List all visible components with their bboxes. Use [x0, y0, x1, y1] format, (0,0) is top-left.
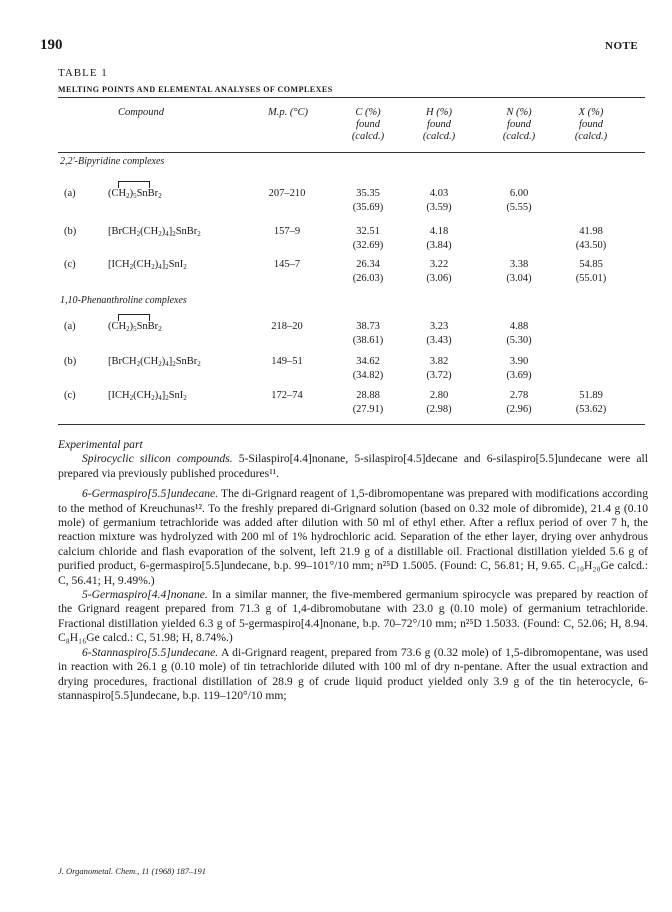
compound-formula: $[ICH_2(CH_2)_4]_2SnI_2$	[108, 259, 187, 271]
table-caption: MELTING POINTS AND ELEMENTAL ANALYSES OF COMPLEXES	[58, 85, 333, 94]
header-h-calcd: (calcd.)	[422, 131, 456, 142]
h-found: 3.23	[429, 321, 449, 332]
c-found: 35.35	[356, 188, 380, 199]
h-calcd: (2.98)	[426, 404, 452, 415]
n-calcd: (5.55)	[506, 202, 532, 213]
header-x-title: X (%)	[578, 107, 604, 118]
compound-formula: $(CH_2)_5SnBr_2$	[108, 321, 162, 333]
mp-value: 172–74	[271, 390, 303, 401]
header-n-found: found	[507, 119, 531, 130]
mp-value: 145–7	[273, 259, 301, 270]
x-found: 41.98	[579, 226, 603, 237]
n-calcd: (3.04)	[506, 273, 532, 284]
paragraph-heading: 6-Stannaspiro[5.5]undecane.	[82, 645, 219, 659]
header-x-calcd: (calcd.)	[574, 131, 608, 142]
header-x-found: found	[579, 119, 603, 130]
n-calcd: (3.69)	[506, 370, 532, 381]
table-top-rule	[58, 97, 645, 98]
c-calcd: (34.82)	[352, 370, 384, 381]
section-label: NOTE	[605, 40, 639, 52]
journal-footer: J. Organometal. Chem., 11 (1968) 187–191	[58, 866, 207, 876]
ring-bridge	[118, 181, 150, 188]
section-title-phenanthroline: 1,10-Phenanthroline complexes	[60, 295, 187, 306]
mp-value: 207–210	[268, 188, 306, 199]
paragraph-germaspiro-nonane	[58, 588, 648, 646]
h-found: 4.03	[429, 188, 449, 199]
c-found: 28.88	[356, 390, 380, 401]
paragraph-heading: 6-Germaspiro[5.5]undecane.	[82, 487, 219, 501]
c-calcd: (32.69)	[352, 240, 384, 251]
header-c-found: found	[356, 119, 380, 130]
h-calcd: (3.59)	[426, 202, 452, 213]
header-c-title: C (%)	[355, 107, 381, 118]
c-calcd: (38.61)	[352, 335, 384, 346]
header-c	[340, 107, 396, 143]
paragraph-text: 5-Silaspiro[4.4]nonane, 5-silaspiro[4.5]decane and 6-silaspiro[5.5]undecane were all prepared via previously published procedures¹¹.	[58, 452, 648, 480]
row-label: (b)	[64, 226, 77, 237]
page-number: 190	[40, 37, 63, 53]
x-calcd: (53.62)	[575, 404, 607, 415]
paragraph-heading: Spirocyclic silicon compounds.	[82, 452, 233, 466]
header-h-found: found	[427, 119, 451, 130]
x-found: 54.85	[579, 259, 603, 270]
h-calcd: (3.06)	[426, 273, 452, 284]
article-body	[58, 438, 648, 703]
x-calcd: (43.50)	[575, 240, 607, 251]
header-compound: Compound	[117, 107, 165, 118]
header-n	[491, 107, 547, 143]
experimental-heading: Experimental part	[58, 438, 143, 451]
mp-value: 218–20	[271, 321, 303, 332]
mp-value: 157–9	[273, 226, 301, 237]
c-found: 32.51	[356, 226, 380, 237]
table-bottom-rule	[58, 424, 645, 425]
paragraph-text: The di-Grignard reagent of 1,5-dibromopentane was prepared with modifications according to the method of Kreuchunas¹². To the freshly prepared di-Grignard solution (based on 0.32 mole of dibromide), 21.4 g (0.10 mole) of germanium tetrachloride was added after dilution with 50 ml of ethyl ether. After a reflux period of over 7 h, the reaction mixture was hydrolyzed with 200 ml of 1% hydrochloric acid. Separation of the ether layer, drying over anhydrous calcium chloride and flash evaporation of the solvent, left 21.9 g of a distillable oil. Fractional distillation yielded 5.6 g of purified product, 6-germaspiro[5.5]undecane, b.p. 99–101°/10 mm; n²⁵D 1.5005. (Found: C, 56.81; H, 9.65. C₁₀H₂₀Ge calcd.: C, 56.41; H, 9.49%.)	[58, 487, 648, 587]
header-n-title: N (%)	[506, 107, 532, 118]
header-h	[411, 107, 467, 143]
h-found: 3.22	[429, 259, 449, 270]
header-n-calcd: (calcd.)	[502, 131, 536, 142]
n-calcd: (5.30)	[506, 335, 532, 346]
table-header-rule	[58, 152, 645, 153]
ring-bridge	[118, 314, 150, 321]
h-found: 3.82	[429, 356, 449, 367]
row-label: (c)	[64, 390, 76, 401]
n-found: 3.38	[509, 259, 529, 270]
c-calcd: (27.91)	[352, 404, 384, 415]
compound-formula: $[BrCH_2(CH_2)_4]_2SnBr_2$	[108, 356, 201, 368]
paragraph-silicon	[58, 452, 648, 481]
row-label: (c)	[64, 259, 76, 270]
paragraph-stannaspiro	[58, 646, 648, 704]
h-calcd: (3.43)	[426, 335, 452, 346]
paragraph-text: In a similar manner, the five-membered germanium spirocycle was prepared by reaction of the Grignard reagent prepared from 71.3 g of 1,4-dibromobutane with 23.0 g (0.10 mole) of germanium tetrachloride. Fractional distillation yielded 6.3 g of 5-germaspiro[4.4]nonane, b.p. 70–72°/10 mm; n²⁵D 1.5033. (Found: C, 52.06; H, 8.94. C₈H₁₆Ge calcd.: C, 51.98; H, 8.74%.)	[58, 588, 648, 645]
paragraph-text: A di-Grignard reagent, prepared from 73.6 g (0.32 mole) of 1,5-dibromopentane, was used in reaction with 26.1 g (0.10 mole) of tin tetrachloride diluted with 100 ml of dry n-pentane. After the usual extraction and drying procedures, fractional distillation of 28.9 g of crude liquid product yielded only 3.9 g of the tin heterocycle, 6-stannaspiro[5.5]undecane, b.p. 119–120°/10 mm;	[58, 645, 648, 702]
c-found: 26.34	[356, 259, 380, 270]
header-x	[563, 107, 619, 143]
n-found: 3.90	[509, 356, 529, 367]
x-calcd: (55.01)	[575, 273, 607, 284]
n-found: 4.88	[509, 321, 529, 332]
compound-formula: $(CH_2)_5SnBr_2$	[108, 188, 162, 200]
compound-formula: $[ICH_2(CH_2)_4]_2SnI_2$	[108, 390, 187, 402]
row-label: (b)	[64, 356, 77, 367]
h-found: 2.80	[429, 390, 449, 401]
h-found: 4.18	[429, 226, 449, 237]
row-label: (a)	[64, 188, 76, 199]
table-label: TABLE 1	[58, 67, 108, 79]
n-found: 6.00	[509, 188, 529, 199]
n-calcd: (2.96)	[506, 404, 532, 415]
n-found: 2.78	[509, 390, 529, 401]
header-c-calcd: (calcd.)	[351, 131, 385, 142]
paragraph-heading: 5-Germaspiro[4.4]nonane.	[82, 588, 208, 602]
mp-value: 149–51	[271, 356, 303, 367]
h-calcd: (3.84)	[426, 240, 452, 251]
c-calcd: (26.03)	[352, 273, 384, 284]
compound-formula: $[BrCH_2(CH_2)_4]_2SnBr_2$	[108, 226, 201, 238]
row-label: (a)	[64, 321, 76, 332]
c-calcd: (35.69)	[352, 202, 384, 213]
section-title-bipyridine: 2,2'-Bipyridine complexes	[60, 156, 165, 167]
header-mp: M.p. (°C)	[267, 107, 309, 118]
c-found: 38.73	[356, 321, 380, 332]
header-h-title: H (%)	[426, 107, 452, 118]
x-found: 51.89	[579, 390, 603, 401]
c-found: 34.62	[356, 356, 380, 367]
h-calcd: (3.72)	[426, 370, 452, 381]
paragraph-germaspiro-undecane	[58, 487, 648, 588]
